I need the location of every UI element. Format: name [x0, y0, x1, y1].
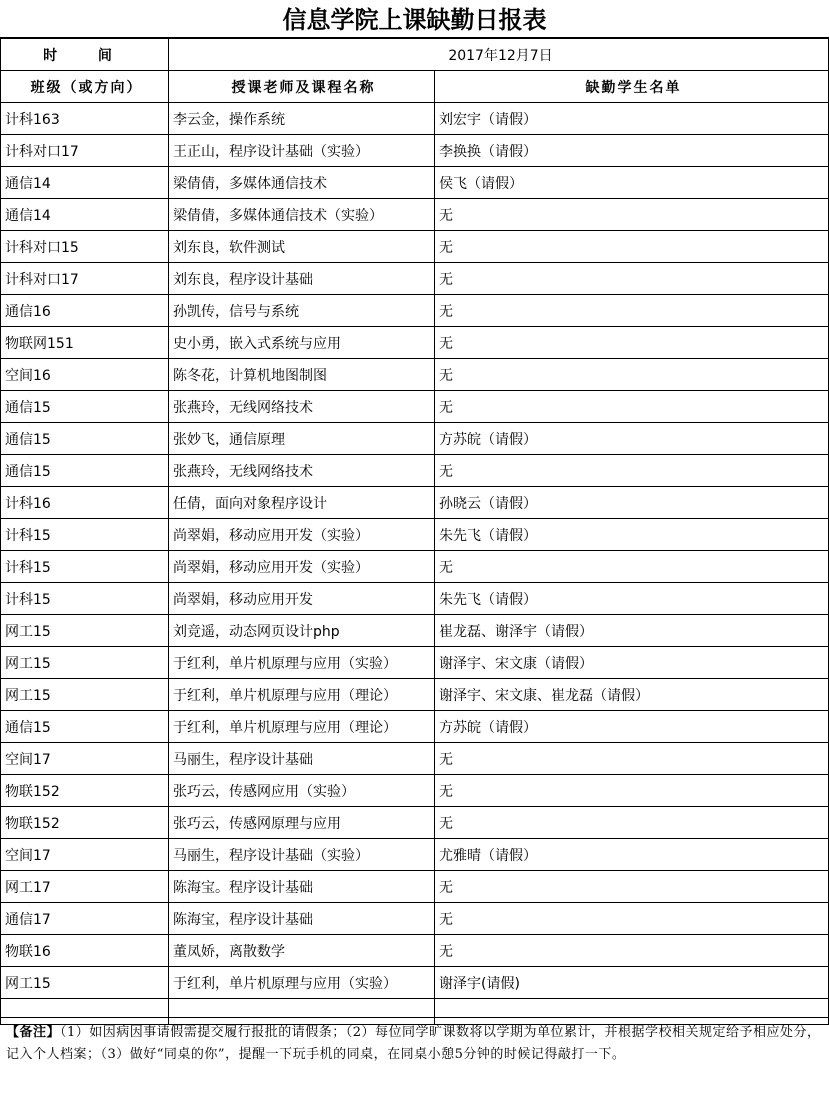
- cell-teacher-course: 张燕玲，无线网络技术: [169, 391, 435, 423]
- cell-absent-students: 无: [435, 327, 829, 359]
- cell-class: 计科对口17: [1, 263, 169, 295]
- cell-class: 网工15: [1, 647, 169, 679]
- cell-class: 网工15: [1, 679, 169, 711]
- table-row: [1, 391, 829, 423]
- cell-absent-students: 无: [435, 743, 829, 775]
- cell-class: 空间17: [1, 743, 169, 775]
- cell-absent-students: 无: [435, 871, 829, 903]
- cell-absent-students: 无: [435, 903, 829, 935]
- remarks: [0, 1017, 829, 1095]
- cell-class: 通信15: [1, 423, 169, 455]
- cell-class: 物联152: [1, 775, 169, 807]
- cell-class: 通信15: [1, 711, 169, 743]
- table-row: [1, 263, 829, 295]
- cell-class: 空间16: [1, 359, 169, 391]
- remarks-text: （1）如因病因事请假需提交履行报批的请假条；（2）每位同学旷课数将以学期为单位累计，并根据学校相关规定给予相应处分，记入个人档案；（3）做好“同桌的你”，提醒一下玩手机的同桌，在同桌小憩5分钟的时候记得敲打一下。: [6, 1025, 821, 1062]
- cell-class: 通信16: [1, 295, 169, 327]
- cell-class: 计科15: [1, 583, 169, 615]
- table-row: [1, 295, 829, 327]
- cell-teacher-course: 尚翠娟，移动应用开发: [169, 583, 435, 615]
- table-row: [1, 551, 829, 583]
- table-row: [1, 423, 829, 455]
- cell-teacher-course: 张妙飞，通信原理: [169, 423, 435, 455]
- cell-class: 计科163: [1, 103, 169, 135]
- cell-teacher-course: 于红利，单片机原理与应用（理论）: [169, 711, 435, 743]
- cell-teacher-course: 陈海宝。程序设计基础: [169, 871, 435, 903]
- table-row: [1, 327, 829, 359]
- time-label: 时 间: [1, 39, 169, 71]
- cell-absent-students: 无: [435, 391, 829, 423]
- cell-teacher-course: 梁倩倩，多媒体通信技术（实验）: [169, 199, 435, 231]
- table-row: [1, 487, 829, 519]
- cell-class: 空间17: [1, 839, 169, 871]
- cell-teacher-course: 于红利，单片机原理与应用（实验）: [169, 967, 435, 999]
- cell-absent-students: 无: [435, 455, 829, 487]
- cell-absent-students: 无: [435, 935, 829, 967]
- cell-absent-students: 尤雅晴（请假）: [435, 839, 829, 871]
- cell-teacher-course: 马丽生，程序设计基础（实验）: [169, 839, 435, 871]
- cell-class: 物联网151: [1, 327, 169, 359]
- cell-teacher-course: 孙凯传，信号与系统: [169, 295, 435, 327]
- cell-teacher-course: 刘竞遥，动态网页设计php: [169, 615, 435, 647]
- cell-teacher-course: 董凤娇，离散数学: [169, 935, 435, 967]
- cell-absent-students: 刘宏宇（请假）: [435, 103, 829, 135]
- cell-absent-students: 方苏皖（请假）: [435, 423, 829, 455]
- table-row: [1, 615, 829, 647]
- cell-absent-students: 方苏皖（请假）: [435, 711, 829, 743]
- cell-class: 计科15: [1, 551, 169, 583]
- cell-class: 通信14: [1, 167, 169, 199]
- cell-teacher-course: 张巧云，传感网应用（实验）: [169, 775, 435, 807]
- table-row: [1, 231, 829, 263]
- table-row: [1, 775, 829, 807]
- cell-class: 计科15: [1, 519, 169, 551]
- cell-class: 网工17: [1, 871, 169, 903]
- cell-absent-students: 侯飞（请假）: [435, 167, 829, 199]
- cell-teacher-course: 尚翠娟，移动应用开发（实验）: [169, 519, 435, 551]
- time-row: [1, 39, 829, 71]
- cell-absent-students: 无: [435, 231, 829, 263]
- cell-teacher-course: 史小勇，嵌入式系统与应用: [169, 327, 435, 359]
- cell-teacher-course: 陈海宝，程序设计基础: [169, 903, 435, 935]
- table-row: [1, 935, 829, 967]
- table-row: [1, 135, 829, 167]
- cell-class: 物联152: [1, 807, 169, 839]
- cell-absent-students: 朱先飞（请假）: [435, 519, 829, 551]
- cell-absent-students: 谢泽宇(请假): [435, 967, 829, 999]
- cell-teacher-course: 任倩，面向对象程序设计: [169, 487, 435, 519]
- cell-class: 通信15: [1, 455, 169, 487]
- cell-teacher-course: 尚翠娟，移动应用开发（实验）: [169, 551, 435, 583]
- table-row: [1, 871, 829, 903]
- report-date: 2017年12月7日: [169, 39, 829, 71]
- cell-absent-students: 朱先飞（请假）: [435, 583, 829, 615]
- table-row: [1, 807, 829, 839]
- header-absent-students: 缺勤学生名单: [435, 71, 829, 103]
- cell-class: 网工15: [1, 615, 169, 647]
- cell-class: 通信15: [1, 391, 169, 423]
- cell-absent-students: 无: [435, 199, 829, 231]
- table-row: [1, 199, 829, 231]
- cell-absent-students: 无: [435, 359, 829, 391]
- table-row: [1, 647, 829, 679]
- table-row: [1, 839, 829, 871]
- table-row: [1, 103, 829, 135]
- cell-absent-students: 无: [435, 295, 829, 327]
- header-class: 班级（或方向）: [1, 71, 169, 103]
- table-row: [1, 743, 829, 775]
- attendance-table: [0, 38, 829, 1025]
- cell-class: 计科对口15: [1, 231, 169, 263]
- cell-class: 计科对口17: [1, 135, 169, 167]
- cell-absent-students: 无: [435, 551, 829, 583]
- table-row: [1, 903, 829, 935]
- cell-teacher-course: 梁倩倩，多媒体通信技术: [169, 167, 435, 199]
- cell-absent-students: 李换换（请假）: [435, 135, 829, 167]
- report-title: 信息学院上课缺勤日报表: [0, 0, 829, 38]
- cell-absent-students: 崔龙磊、谢泽宇（请假）: [435, 615, 829, 647]
- cell-absent-students: 谢泽宇、宋文康、崔龙磊（请假）: [435, 679, 829, 711]
- cell-teacher-course: 张燕玲，无线网络技术: [169, 455, 435, 487]
- cell-teacher-course: 马丽生，程序设计基础: [169, 743, 435, 775]
- cell-class: 通信14: [1, 199, 169, 231]
- cell-teacher-course: 张巧云，传感网原理与应用: [169, 807, 435, 839]
- cell-teacher-course: 刘东良，程序设计基础: [169, 263, 435, 295]
- cell-teacher-course: 陈冬花，计算机地图制图: [169, 359, 435, 391]
- table-row: [1, 519, 829, 551]
- cell-absent-students: 无: [435, 775, 829, 807]
- header-row: [1, 71, 829, 103]
- cell-absent-students: 无: [435, 263, 829, 295]
- cell-teacher-course: 于红利，单片机原理与应用（理论）: [169, 679, 435, 711]
- header-teacher-course: 授课老师及课程名称: [169, 71, 435, 103]
- remarks-tag: 【备注】: [6, 1025, 61, 1040]
- cell-teacher-course: 于红利，单片机原理与应用（实验）: [169, 647, 435, 679]
- cell-class: 网工15: [1, 967, 169, 999]
- table-row: [1, 359, 829, 391]
- table-row: [1, 583, 829, 615]
- cell-class: 通信17: [1, 903, 169, 935]
- cell-teacher-course: 刘东良，软件测试: [169, 231, 435, 263]
- table-row: [1, 711, 829, 743]
- cell-absent-students: 谢泽宇、宋文康（请假）: [435, 647, 829, 679]
- table-row: [1, 455, 829, 487]
- cell-teacher-course: 王正山，程序设计基础（实验）: [169, 135, 435, 167]
- cell-class: 计科16: [1, 487, 169, 519]
- cell-absent-students: 无: [435, 807, 829, 839]
- table-row: [1, 679, 829, 711]
- cell-teacher-course: 李云金，操作系统: [169, 103, 435, 135]
- table-row: [1, 967, 829, 999]
- table-row: [1, 167, 829, 199]
- cell-absent-students: 孙晓云（请假）: [435, 487, 829, 519]
- cell-class: 物联16: [1, 935, 169, 967]
